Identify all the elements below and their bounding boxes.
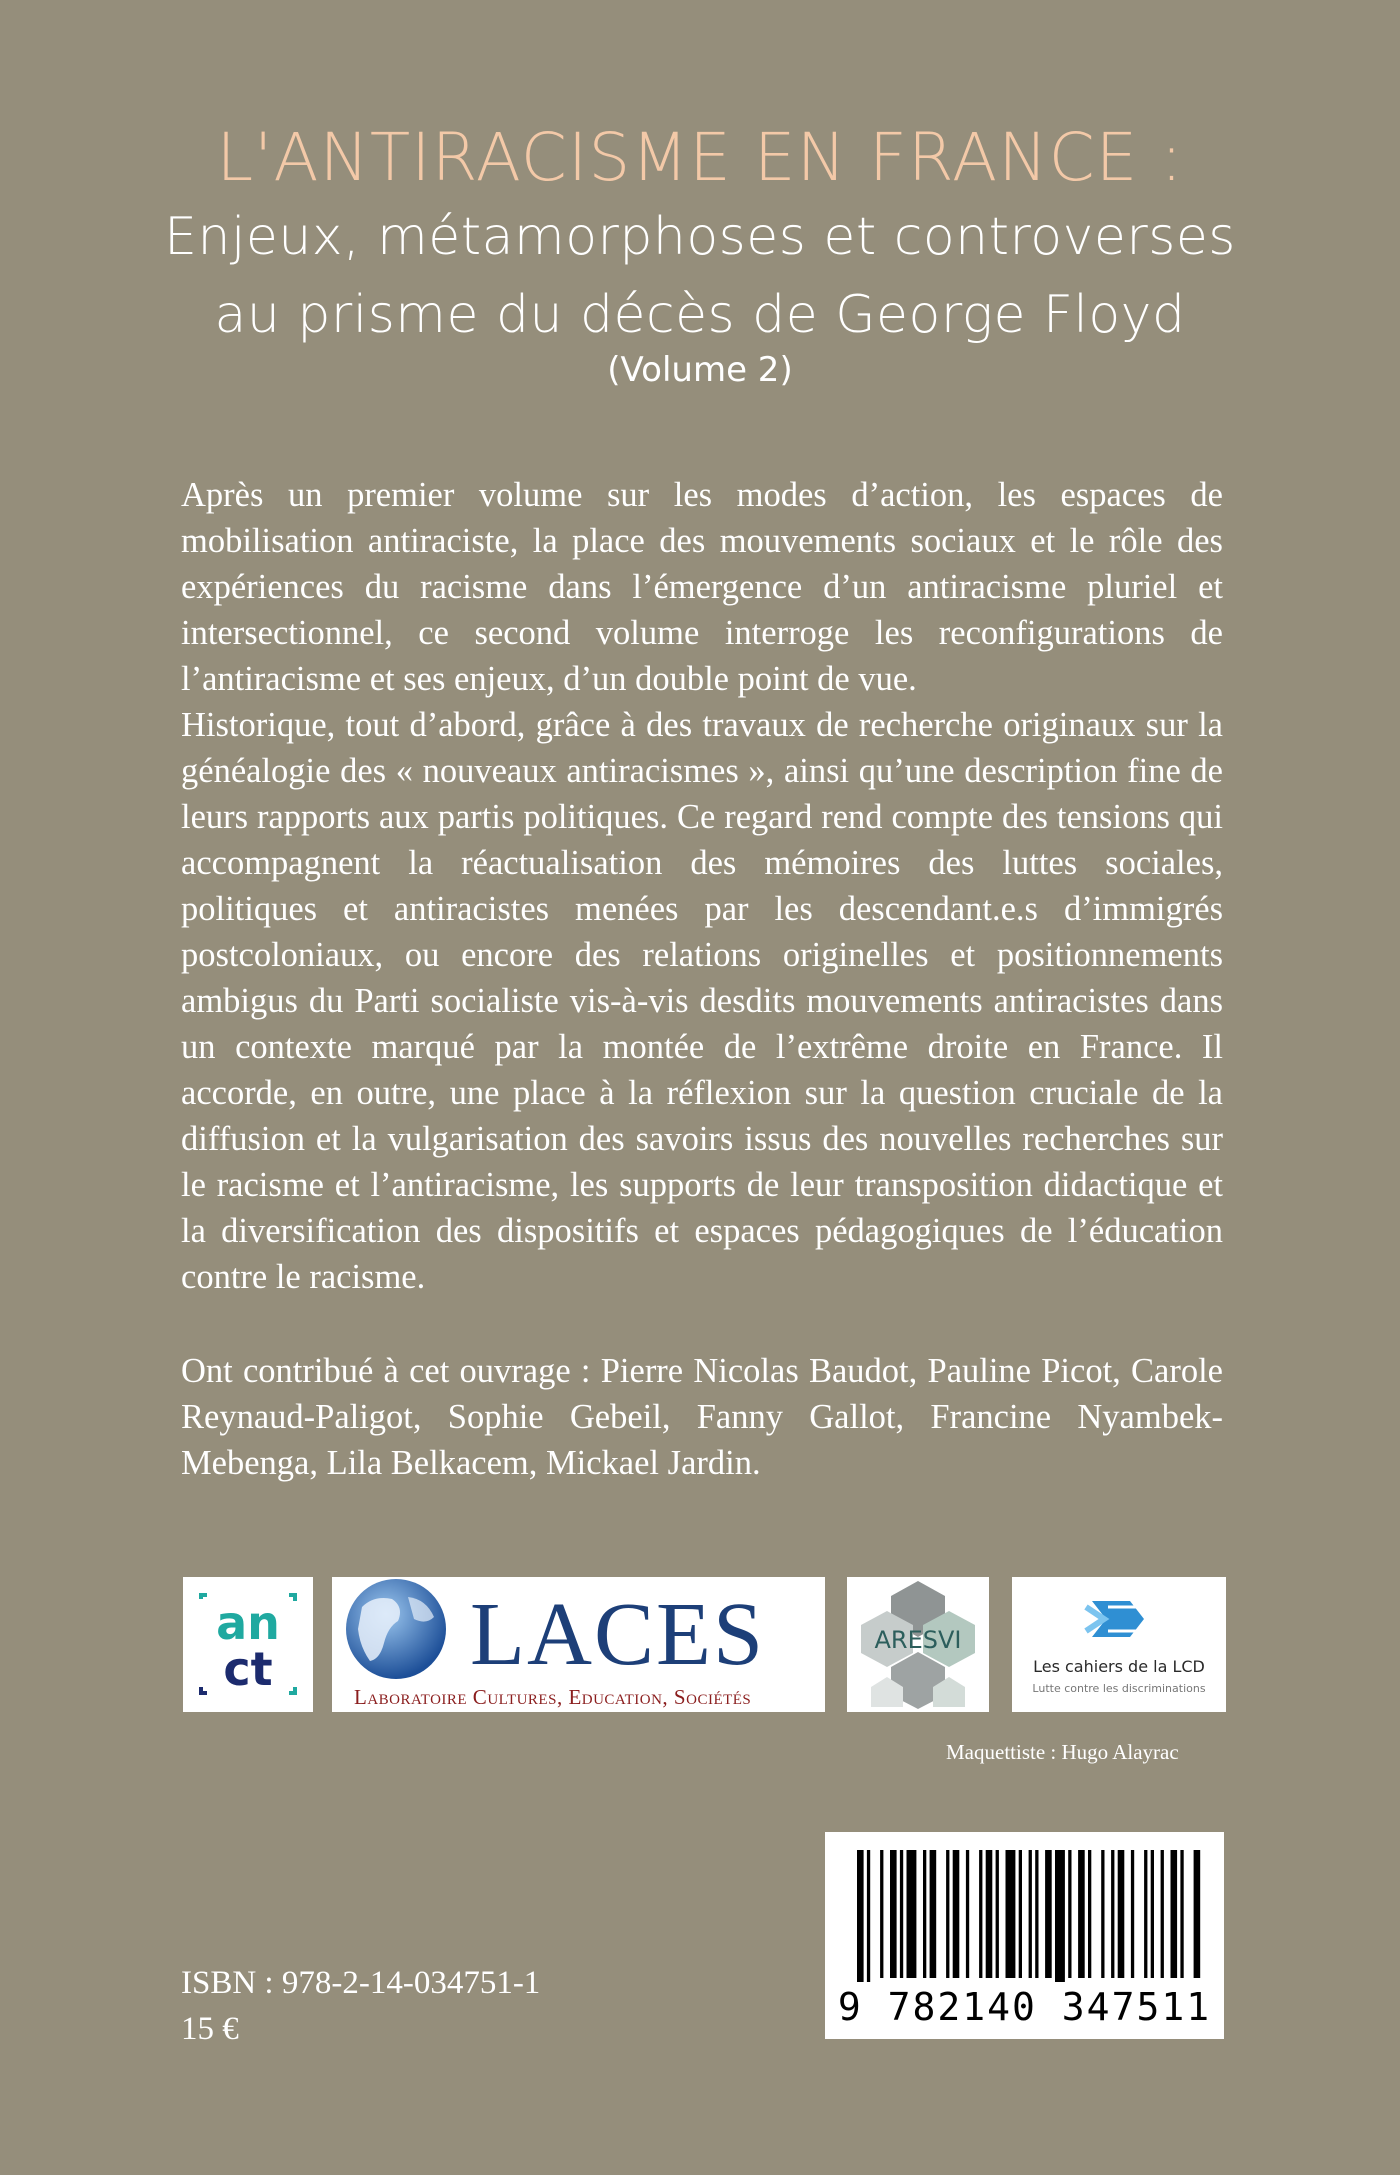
barcode-bar [1161,1850,1164,1978]
barcode-bar [986,1850,993,1978]
lcd-logo-title: Les cahiers de la LCD [1033,1657,1205,1676]
barcode-bars [825,1832,1224,1982]
barcode-bar [923,1850,926,1978]
summary-paragraph-2: Historique, tout d’abord, grâce à des travaux de recherche originaux sur la généalogie des « nouveaux antiracismes », ainsi qu’une description fine de leurs rapports aux partis politiques. Ce regard rend compte des tensions qui accompagnent la réactualisation des mémoires des luttes sociales, politiques et antiracistes menées par les descendant.e.s d’immigrés postcoloniaux, ou encore des relations originelles et positionnements ambigus du Parti socialiste vis-à-vis desdits mouvements antiracistes dans un contexte marqué par la montée de l’extrême droite en France. Il accorde, en outre, une place à la réflexion sur la question cruciale de la diffusion et la vulgarisation des savoirs issus des nouvelles recherches sur le racisme et l’antiracisme, les supports de leur transposition didactique et la diversification des dispositifs et espaces pédagogiques de l’éducation contre le racisme. [181,706,1223,1296]
laces-logo-subtitle: Laboratoire Cultures, Education, Sociétés [354,1685,752,1709]
isbn-text: ISBN : 978-2-14-034751-1 [181,1965,541,2001]
globe-icon [334,1577,464,1687]
barcode-bar [1078,1850,1085,1978]
laces-logo-name: LACES [470,1585,766,1684]
volume-label: (Volume 2) [607,350,793,390]
barcode-bar [1029,1850,1032,1978]
barcode-bar [900,1850,903,1978]
anct-logo-line-1: an [216,1596,280,1650]
book-subtitle-line-2: au prisme du décès de George Floyd [214,285,1186,345]
lcd-logo [1012,1577,1226,1712]
barcode-bar [979,1850,982,1978]
barcode-bar [1101,1850,1104,1978]
barcode-bar [867,1850,870,1982]
barcode-bar [1111,1850,1114,1978]
barcode-bar [1088,1850,1091,1978]
barcode-bar [996,1850,999,1978]
barcode-bar [1068,1850,1071,1978]
barcode-bar [1045,1850,1052,1978]
lcd-arrows-icon [1012,1577,1226,1657]
barcode-bar [880,1850,883,1978]
barcode-bar [1055,1850,1065,1982]
barcode-bar [1144,1850,1147,1978]
barcode-bar [1006,1850,1016,1978]
price-text: 15 € [181,2011,239,2047]
barcode-bar [857,1850,864,1982]
anct-logo [183,1577,313,1712]
barcode-bar [1118,1850,1125,1978]
book-subtitle-line-1: Enjeux, métamorphoses et controverses [164,207,1236,267]
book-title: L'ANTIRACISME EN FRANCE : [216,119,1184,196]
contributors-text: Ont contribué à cet ouvrage : Pierre Nicolas Baudot, Pauline Picot, Carole Reynaud-Paligot, Sophie Gebeil, Fanny Gallot, Francine Nyambek-Mebenga, Lila Belkacem, Mickael Jardin. [181,1352,1223,1482]
barcode-bar [890,1850,897,1978]
lcd-logo-subtitle: Lutte contre les discriminations [1032,1682,1206,1695]
barcode-bar [1171,1850,1178,1978]
barcode [825,1832,1224,2039]
designer-credit: Maquettiste : Hugo Alayrac [946,1740,1179,1764]
barcode-bar [1194,1850,1201,1978]
barcode-bar [1151,1850,1154,1978]
barcode-bar [966,1850,969,1978]
summary-text [181,472,1223,1300]
barcode-bar [1131,1850,1134,1978]
barcode-digits: 9 782140 347511 [837,1985,1212,2029]
barcode-bar [907,1850,917,1978]
barcode-bar [1019,1850,1022,1978]
laces-logo [332,1577,825,1712]
aresvi-logo-name: ARESVI [874,1626,962,1654]
barcode-bar [946,1850,949,1978]
barcode-bar [953,1850,960,1978]
anct-logo-graphic [183,1577,313,1712]
summary-paragraph-1: Après un premier volume sur les modes d’action, les espaces de mobilisation antiraciste, la place des mouvements sociaux et le rôle des expériences du racisme dans l’émergence d’un antiracisme pluriel et intersectionnel, ce second volume interroge les reconfigurations de l’antiracisme et ses enjeux, d’un double point de vue. [181,476,1223,698]
cover-title-block [0,118,1400,392]
aresvi-logo [847,1577,989,1712]
barcode-bar [1035,1850,1038,1978]
barcode-bar [1180,1850,1183,1978]
anct-logo-line-2: ct [223,1642,273,1696]
barcode-bar [930,1850,937,1978]
